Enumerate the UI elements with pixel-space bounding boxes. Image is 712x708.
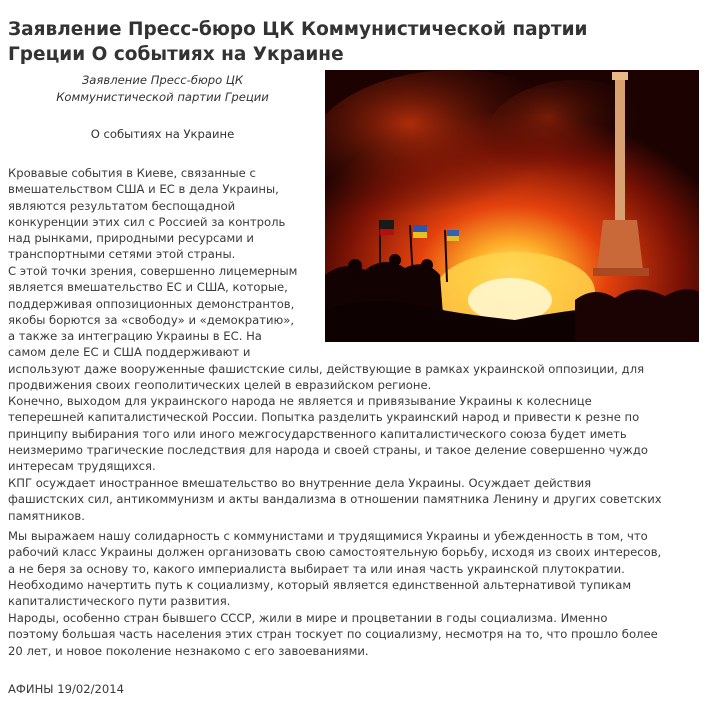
paragraph-1: [8, 165, 285, 263]
paragraph-6: [8, 610, 658, 659]
paragraph-line: Необходимо начертить путь к социализму, который является единственной альтернативой тупикам: [8, 577, 632, 592]
paragraph-line: принципу выбирания того или иного межгосударственного капиталистического союза будет иметь: [8, 426, 627, 441]
paragraph-line: КПГ осуждает иностранное вмешательство во внутренние дела Украины. Осуждает действия: [8, 476, 592, 490]
title-line-2: Греции О событиях на Украине: [8, 44, 344, 65]
paragraph-line: а также за интеграцию Украины в ЕС. На: [8, 329, 262, 344]
paragraph-line: поэтому большая часть населения этих стран тоскует по социализму, несмотря на то, что прошло более: [8, 627, 658, 642]
paragraph-line: капиталистического пути развития.: [8, 594, 231, 609]
paragraph-line: памятников.: [8, 508, 85, 523]
paragraph-3: [8, 393, 648, 474]
paragraph-line: самом деле ЕС и США поддерживают и: [8, 345, 251, 360]
paragraph-line: Кровавые события в Киеве, связанные с: [8, 166, 256, 180]
title-line-1: Заявление Пресс-бюро ЦК Коммунистической партии: [8, 19, 588, 40]
paragraph-line: над рынками, природными ресурсами и: [8, 231, 254, 246]
paragraph-line: конкуренции этих сил с Россией за контроль: [8, 214, 286, 229]
paragraph-line: интересам трудящихся.: [8, 459, 156, 474]
paragraph-line: транспортными сетями этой страны.: [8, 247, 236, 262]
paragraph-line: поддерживая оппозиционных демонстрантов,: [8, 296, 295, 311]
paragraph-line: а не беря за основу то, какого империалиста выбирает та или иная часть украинской плутократии.: [8, 561, 625, 576]
paragraph-line: неизмеримо трагические последствия для народа и своей страны, и такое деление совершенно чуждо: [8, 442, 648, 457]
paragraph-line: вмешательством США и ЕС в дела Украины,: [8, 182, 279, 197]
paragraph-line: используют даже вооруженные фашистские силы, действующие в рамках украинской оппозиции, для: [8, 361, 645, 376]
byline-line-1: Заявление Пресс-бюро ЦК: [81, 73, 244, 87]
paragraph-line: рабочий класс Украины должен организовать свою самостоятельную борьбу, исходя из своих интересов,: [8, 545, 662, 560]
dateline: АФИНЫ 19/02/2014: [8, 682, 125, 696]
article-byline: [10, 72, 315, 106]
paragraph-line: 20 лет, и новое поколение незнакомо с его завоеваниями.: [8, 643, 369, 658]
paragraph-line: теперешней капиталистической России. Попытка разделить украинский народ и привести к резне по: [8, 410, 640, 425]
paragraph-line: Конечно, выходом для украинского народа не является и привязывание Украины к колеснице: [8, 394, 592, 408]
paragraph-line: являются результатом беспощадной: [8, 198, 236, 213]
paragraph-line: является вмешательство ЕС и США, которые,: [8, 280, 288, 295]
paragraph-line: С этой точки зрения, совершенно лицемерным: [8, 264, 298, 278]
article-title: [8, 17, 698, 67]
paragraph-5: [8, 528, 661, 609]
paragraph-line: Мы выражаем нашу солидарность с коммунистами и трудящимися Украины и убежденность в том, что: [8, 529, 648, 543]
paragraph-line: продвижения своих геополитических целей в евразийском регионе.: [8, 378, 432, 393]
paragraph-line: якобы борются за «свободу» и «демократию»,: [8, 312, 295, 327]
paragraph-line: Народы, особенно стран бывшего СССР, жили в мире и процветании в годы социализма. Именно: [8, 611, 608, 625]
byline-line-2: Коммунистической партии Греции: [56, 90, 269, 104]
paragraph-line: фашистских сил, антикоммунизм и акты вандализма в отношении памятника Ленину и других советских: [8, 492, 662, 507]
paragraph-4: [8, 475, 662, 524]
article-subtitle: О событиях на Украине: [90, 127, 235, 141]
paragraph-2: [8, 263, 644, 393]
